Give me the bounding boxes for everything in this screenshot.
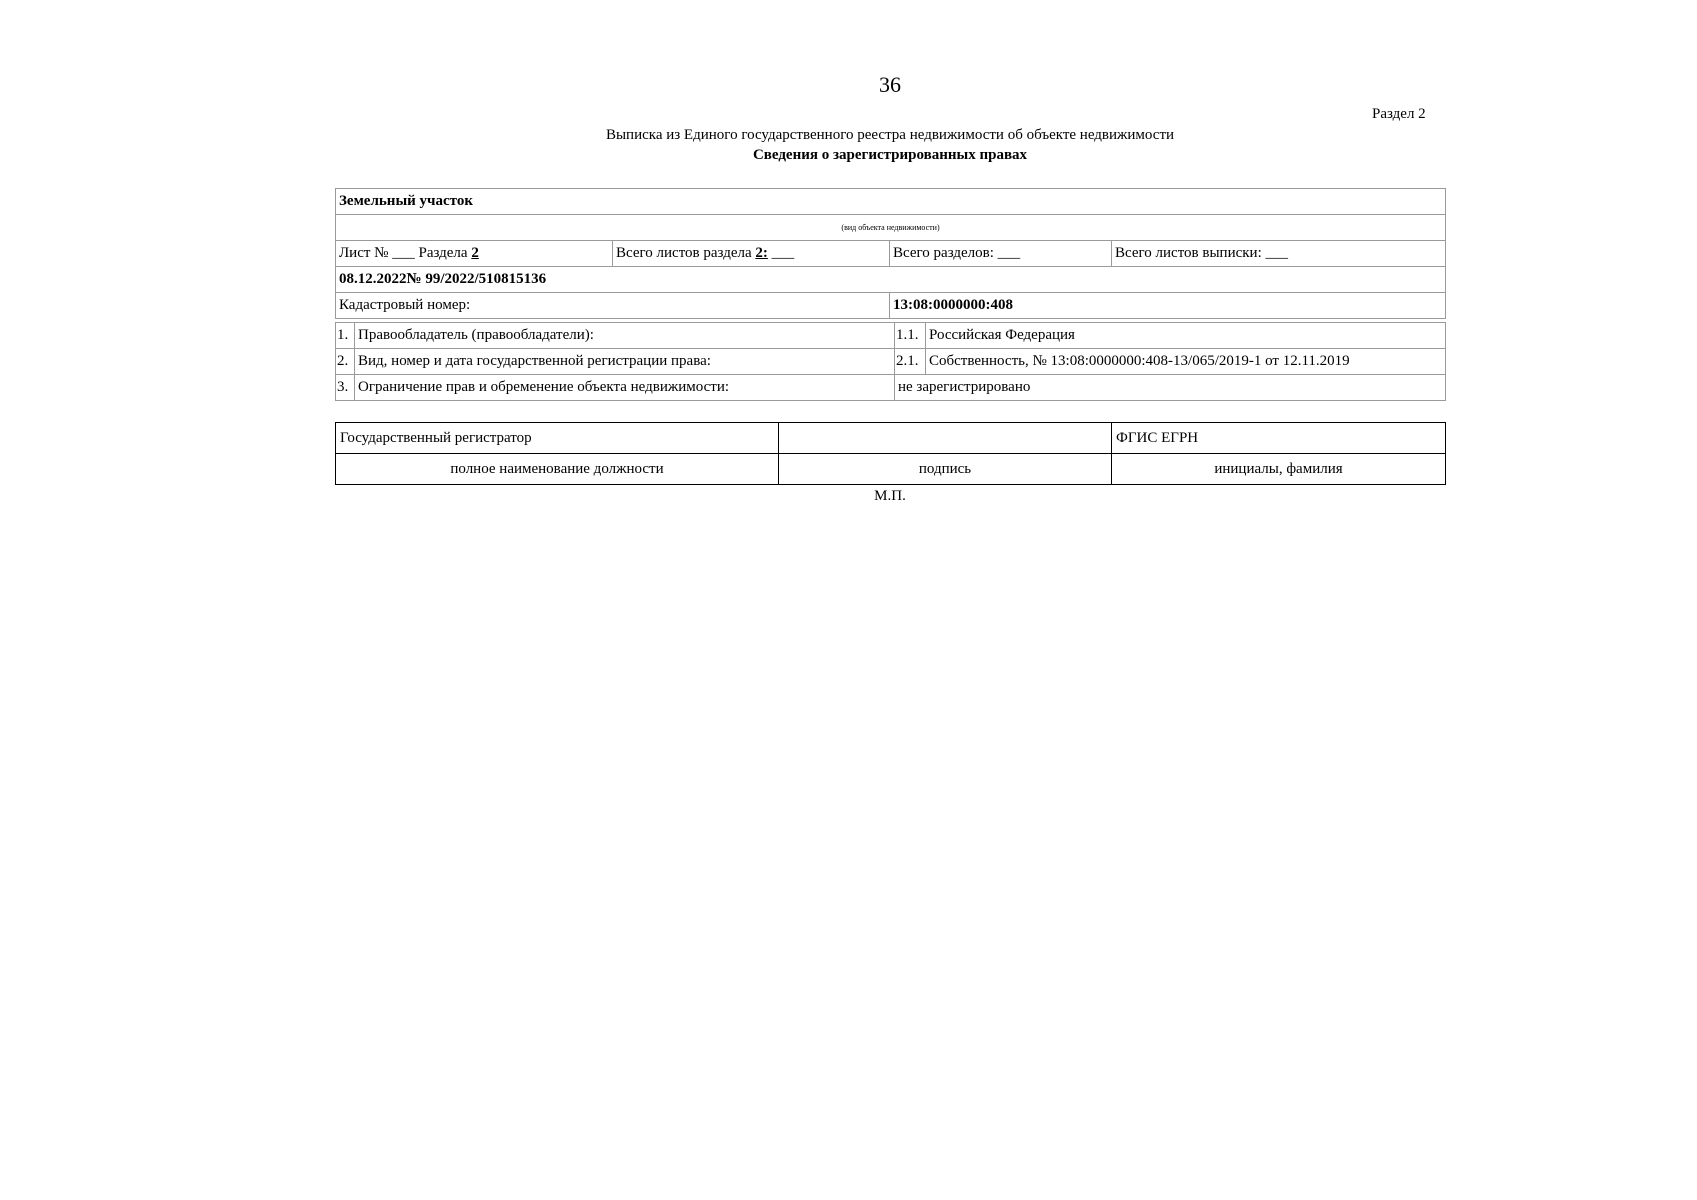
cadastral-number: 13:08:0000000:408 [890, 293, 1446, 319]
header-table [335, 188, 1446, 319]
total-sheets-cell [613, 241, 890, 267]
total-sheets-section-number: 2: [755, 245, 768, 261]
signature-caption: подпись [779, 454, 1112, 485]
row-subnumber: 1.1. [895, 323, 926, 349]
rights-table [335, 322, 1446, 401]
page-number: 36 [879, 72, 901, 97]
sheet-number-label: Лист № ___ Раздела [339, 245, 472, 261]
row-number: 3. [336, 375, 355, 401]
sheet-number-cell [336, 241, 613, 267]
registrar-position: Государственный регистратор [336, 423, 779, 454]
total-extract-sheets: Всего листов выписки: ___ [1112, 241, 1446, 267]
row-value: не зарегистрировано [895, 375, 1446, 401]
document-subtitle: Сведения о зарегистрированных правах [752, 147, 1028, 163]
row-label: Правообладатель (правообладатели): [355, 323, 895, 349]
sheet-section-number: 2 [471, 245, 479, 261]
object-type: Земельный участок [336, 189, 1446, 215]
row-value: Собственность, № 13:08:0000000:408-13/065/2019-1 от 12.11.2019 [926, 349, 1446, 375]
signature-table [335, 422, 1446, 485]
row-subnumber: 2.1. [895, 349, 926, 375]
row-value: Российская Федерация [926, 323, 1446, 349]
row-label: Ограничение прав и обременение объекта недвижимости: [355, 375, 895, 401]
section-label: Раздел 2 [1372, 106, 1426, 122]
table-row [336, 323, 1446, 349]
stamp-label: М.П. [874, 488, 906, 504]
registrar-name: ФГИС ЕГРН [1112, 423, 1446, 454]
table-row [336, 375, 1446, 401]
registrar-signature [779, 423, 1112, 454]
position-caption: полное наименование должности [336, 454, 779, 485]
total-sheets-label: Всего листов раздела [616, 245, 756, 261]
total-sections: Всего разделов: ___ [890, 241, 1112, 267]
total-sheets-blank: ___ [767, 245, 795, 261]
table-row [336, 349, 1446, 375]
cadastral-label: Кадастровый номер: [336, 293, 890, 319]
row-number: 1. [336, 323, 355, 349]
object-type-caption: (вид объекта недвижимости) [336, 215, 1446, 241]
row-label: Вид, номер и дата государственной регистрации права: [355, 349, 895, 375]
name-caption: инициалы, фамилия [1112, 454, 1446, 485]
document-title: Выписка из Единого государственного реестра недвижимости об объекте недвижимости [605, 127, 1175, 143]
date-number: 08.12.2022№ 99/2022/510815136 [336, 267, 1446, 293]
row-number: 2. [336, 349, 355, 375]
